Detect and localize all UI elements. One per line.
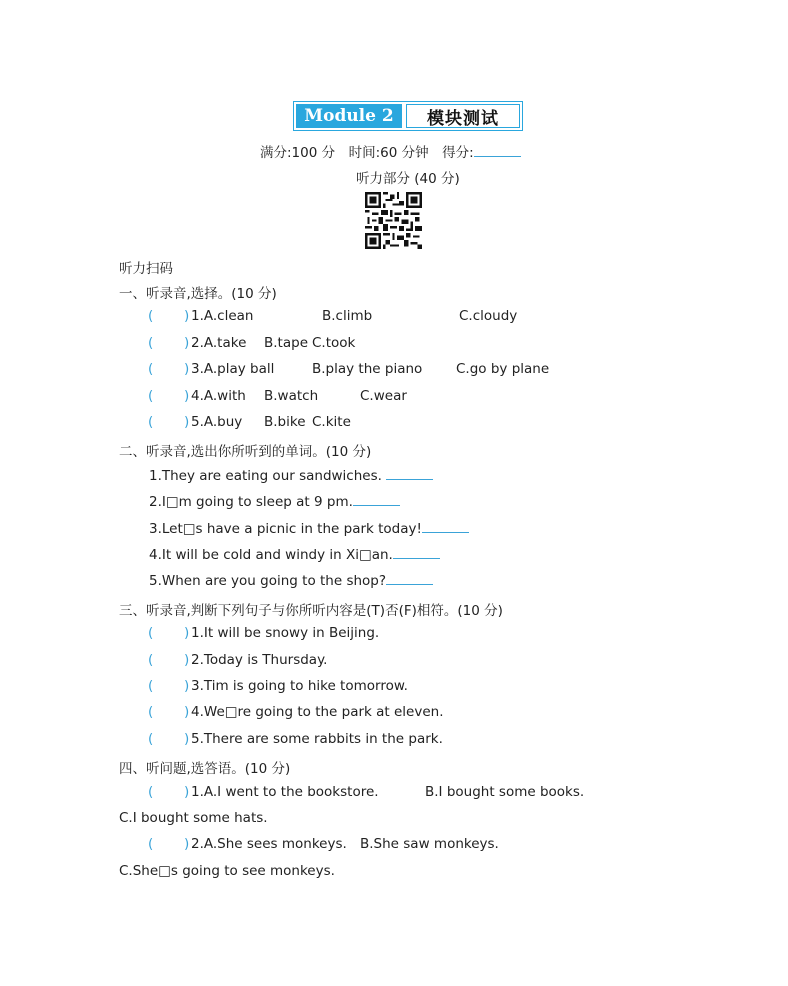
answer-blank[interactable] [393,546,440,559]
section-2-item [149,493,400,510]
option-b: B.climb [322,308,373,324]
option-c: C.She□s going to see monkeys. [119,863,335,879]
answer-blank[interactable] [353,493,400,506]
option-a: 5.A.buy [191,414,243,430]
section-2-item [149,572,433,589]
option-a: 1.A.I went to the bookstore. [191,784,379,800]
option-a: 3.A.play ball [191,361,275,377]
score-line-text: 满分:100 分 时间:60 分钟 得分: [260,145,474,161]
statement-text: 1.It will be snowy in Beijing. [191,625,380,641]
answer-paren-open[interactable]: ( [148,784,154,800]
score-blank[interactable] [474,144,521,157]
answer-paren-open[interactable]: ( [148,414,154,430]
answer-paren-open[interactable]: ( [148,731,154,747]
section-2-item [149,520,469,537]
option-c: C.cloudy [459,308,518,324]
answer-paren-close: ) [184,335,190,351]
answer-paren-close: ) [184,625,190,641]
answer-blank[interactable] [386,467,433,480]
statement-text: 5.There are some rabbits in the park. [191,731,443,747]
answer-paren-open[interactable]: ( [148,678,154,694]
score-line [260,141,521,161]
sentence-text: 2.I□m going to sleep at 9 pm. [149,494,353,510]
answer-paren-open[interactable]: ( [148,388,154,404]
answer-paren-close: ) [184,414,190,430]
answer-paren-open[interactable]: ( [148,335,154,351]
option-c: C.go by plane [456,361,550,377]
answer-paren-close: ) [184,678,190,694]
section-2-item [149,467,433,484]
answer-paren-close: ) [184,308,190,324]
option-c: C.wear [360,388,407,404]
module-title: 模块测试 [406,104,520,128]
answer-paren-open[interactable]: ( [148,625,154,641]
option-c: C.I bought some hats. [119,810,268,826]
option-c: C.took [312,335,356,351]
answer-blank[interactable] [422,520,469,533]
option-a: 4.A.with [191,388,246,404]
option-b: B.tape [264,335,308,351]
answer-paren-open[interactable]: ( [148,652,154,668]
option-b: B.I bought some books. [425,784,585,800]
answer-paren-close: ) [184,652,190,668]
scan-label: 听力扫码 [119,261,173,277]
module-label: Module 2 [296,104,402,128]
option-b: B.She saw monkeys. [360,836,499,852]
sentence-text: 3.Let□s have a picnic in the park today! [149,521,422,537]
module-banner [293,101,523,131]
section-2-title: 二、听录音,选出你所听到的单词。(10 分) [119,444,372,460]
option-b: B.play the piano [312,361,423,377]
answer-paren-close: ) [184,731,190,747]
answer-paren-open[interactable]: ( [148,704,154,720]
answer-paren-close: ) [184,784,190,800]
section-2-item [149,546,440,563]
answer-paren-close: ) [184,704,190,720]
statement-text: 4.We□re going to the park at eleven. [191,704,444,720]
answer-paren-close: ) [184,836,190,852]
answer-paren-close: ) [184,388,190,404]
sentence-text: 5.When are you going to the shop? [149,573,387,589]
answer-paren-open[interactable]: ( [148,361,154,377]
option-c: C.kite [312,414,351,430]
option-a: 1.A.clean [191,308,254,324]
option-b: B.watch [264,388,319,404]
answer-blank[interactable] [386,572,433,585]
sentence-text: 1.They are eating our sandwiches. [149,468,382,484]
statement-text: 3.Tim is going to hike tomorrow. [191,678,408,694]
qr-code-icon [365,192,422,249]
answer-paren-close: ) [184,361,190,377]
answer-paren-open[interactable]: ( [148,308,154,324]
section-1-title: 一、听录音,选择。(10 分) [119,286,277,302]
answer-paren-open[interactable]: ( [148,836,154,852]
option-a: 2.A.She sees monkeys. [191,836,347,852]
section-3-title: 三、听录音,判断下列句子与你所听内容是(T)否(F)相符。(10 分) [119,603,503,619]
section-4-title: 四、听问题,选答语。(10 分) [119,761,291,777]
option-a: 2.A.take [191,335,247,351]
listening-section-heading: 听力部分 (40 分) [356,171,460,187]
option-b: B.bike [264,414,306,430]
statement-text: 2.Today is Thursday. [191,652,328,668]
sentence-text: 4.It will be cold and windy in Xi□an. [149,547,393,563]
